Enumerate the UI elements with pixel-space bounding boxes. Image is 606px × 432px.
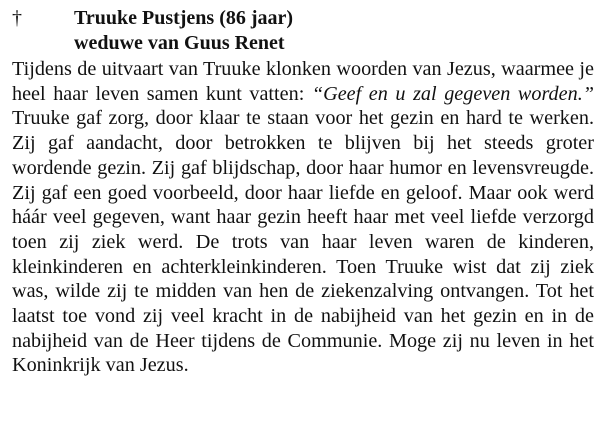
obituary-text-part2: Truuke gaf zorg, door klaar te staan voor het gezin en hard te werken. Zij gaf aandacht, door betrokken te blijven bij het steeds groter wordende gezin. Zij gaf blijdschap, door haar humor en levensvreugde. Zij gaf een goed voorbeeld, door haar liefde en geloof. Maar ook werd háár veel gegeven, want haar gezin heeft haar met veel liefde verzorgd toen zij ziek werd. De trots van haar leven waren de kinderen, kleinkinderen en achterkleinkinderen. Toen Truuke wist dat zij ziek was, wilde zij te midden van hen de ziekenzalving ontvangen. Tot het laatst toe vond zij veel kracht in de nabijheid van het gezin en in de nabijheid van de Heer tijdens de Communie. Moge zij nu leven in het Koninkrijk van Jezus.: [12, 107, 594, 377]
obituary-text: [12, 57, 594, 378]
cross-icon: †: [12, 7, 22, 29]
deceased-name: Truuke Pustjens (86 jaar): [74, 7, 294, 29]
obituary-text-part1: Tijdens de uitvaart van Truuke klonken woorden van Jezus, waarmee je heel haar leven samen kunt vatten:: [12, 58, 594, 105]
obituary-header: [12, 6, 592, 56]
scripture-quote: “Geef en u zal gegeven worden.”: [311, 82, 594, 105]
relation-line: weduwe van Guus Renet: [74, 32, 285, 54]
